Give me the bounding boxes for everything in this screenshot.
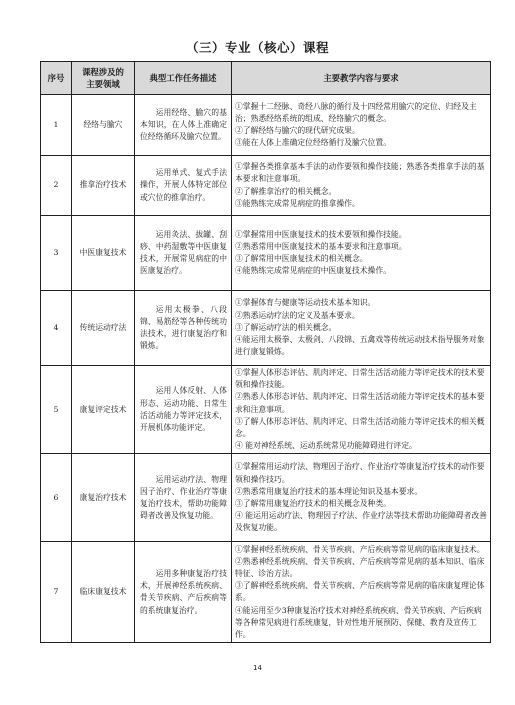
- row-index: 5: [41, 366, 72, 454]
- row-task-cell: [135, 95, 232, 156]
- row-content-cell: [232, 216, 491, 291]
- row-area: 临床康复技术: [72, 542, 135, 643]
- row-index: 6: [41, 454, 72, 542]
- content-item: ④ 能运用运动疗法、物理因子疗法、作业疗法等技术帮助功能障碍者改善及恢复功能。: [235, 511, 487, 533]
- row-index: 2: [41, 156, 72, 216]
- content-item: ④能熟练完成常见病症的中医康复技术操作。: [235, 266, 391, 276]
- content-item: ③了解常用康复治疗技术的相关概念及种类。: [235, 498, 391, 508]
- core-courses-table: [40, 61, 491, 643]
- table-body: [41, 95, 491, 643]
- content-item: ③了解运动疗法的相关概念。: [235, 322, 337, 332]
- header-content: 主要教学内容与要求: [232, 62, 491, 95]
- row-index: 7: [41, 542, 72, 643]
- row-task-cell: [135, 454, 232, 542]
- row-task: 运用灸法、拔罐、刮痧、中药湿敷等中医康复技术，开展常见病症的中医康复治疗。: [140, 229, 227, 276]
- row-task: 运用太极拳、八段锦、易筋经等各种传统功法技术，进行康复治疗和锻炼。: [140, 304, 227, 351]
- header-index: 序号: [41, 62, 72, 95]
- row-area: 经络与腧穴: [72, 95, 135, 156]
- row-task: 运用人体反射、人体形态、运动功能、日常生活活动能力等评定技术，开展机体功能评定。: [140, 386, 227, 432]
- table-row: [41, 366, 491, 454]
- row-task-cell: [135, 366, 232, 454]
- header-task: 典型工作任务描述: [135, 62, 232, 95]
- header-area-text: 课程涉及的主要领域: [82, 67, 124, 89]
- row-task: 运用经络、腧穴的基本知识，在人体上准确定位经络循环及腧穴位置。: [140, 107, 227, 142]
- row-area: 传统运动疗法: [72, 291, 135, 366]
- content-item: ④能运用太极拳、太极剑、八段锦、五禽戏等传统运动技术指导服务对象进行康复锻炼。: [235, 335, 485, 357]
- content-item: ①掌握人体形态评估、肌肉评定、日常生活活动能力等评定技术的技术要领和操作技能。: [235, 368, 485, 390]
- row-area: 推拿治疗技术: [72, 156, 135, 216]
- content-item: ②了解经络与腧穴的现代研究成果。: [235, 126, 360, 135]
- row-content-cell: [232, 542, 491, 643]
- row-index: 3: [41, 216, 72, 291]
- row-content-cell: [232, 291, 491, 366]
- page-number: 14: [253, 664, 262, 672]
- content-item: ②熟悉人体形态评估、肌肉评定、日常生活活动能力等评定技术的基本要求和注意事项。: [235, 392, 485, 414]
- row-task-cell: [135, 156, 232, 216]
- table-row: [41, 216, 491, 291]
- content-item: ①掌握体育与健康等运动技术基本知识。: [235, 298, 376, 308]
- row-task: 运用单式、复式手法操作，开展人体特定部位或穴位的推拿治疗。: [140, 168, 227, 202]
- content-item: ①掌握常用中医康复技术的技术要领和操作技能。: [235, 229, 407, 239]
- row-area: 中医康复技术: [72, 216, 135, 291]
- content-item: ③了解人体形态评估、肌肉评定、日常生活活动能力等评定技术的相关概念。: [235, 416, 485, 439]
- content-item: ②熟悉神经系统疾病、骨关节疾病、产后疾病等常见病的基本知识、临床特征、诊治方法。: [235, 556, 485, 579]
- row-content-cell: [232, 366, 491, 454]
- content-item: ①掌握神经系统疾病、骨关节疾病、产后疾病等常见病的临床康复技术。: [235, 544, 485, 554]
- row-area: 康复评定技术: [72, 366, 135, 454]
- content-item: ②熟悉运动疗法的定义及基本要求。: [235, 310, 360, 320]
- content-item: ④ 能对神经系统、运动系统常见功能障碍进行评定。: [235, 441, 417, 451]
- row-index: 1: [41, 95, 72, 156]
- row-content-cell: [232, 95, 491, 156]
- row-index: 4: [41, 291, 72, 366]
- content-item: ②熟悉常用中医康复技术的基本要求和注意事项。: [235, 241, 407, 251]
- content-item: ①掌握常用运动疗法、物理因子治疗、作业治疗等康复治疗技术的动作要领和操作技巧。: [235, 462, 485, 484]
- content-item: ③了解常用中医康复技术的相关概念。: [235, 254, 368, 263]
- content-item: ③了解神经系统疾病、骨关节疾病、产后疾病等常见病的临床康复理论体系。: [235, 581, 485, 603]
- content-item: ④能运用至少3种康复治疗技术对神经系统疾病、骨关节疾病、产后疾病等各种常见病进行系统康复，针对性地开展预防、保健、教育及宣传工作。: [235, 605, 482, 640]
- row-task: 运用运动疗法、物理因子治疗、作业治疗等康复治疗技术，帮助功能障碍者改善及恢复功能。: [140, 474, 227, 521]
- page-title: （三）专业（核心）课程: [185, 40, 329, 55]
- table-row: [41, 156, 491, 216]
- row-content-cell: [232, 156, 491, 216]
- content-item: ①掌握各类推拿基本手法的动作要领和操作技能；熟悉各类推拿手法的基本要求和注意事项。: [235, 162, 485, 184]
- content-item: ②了解推拿治疗的相关概念。: [235, 186, 337, 196]
- row-area: 康复治疗技术: [72, 454, 135, 542]
- table-header-row: [41, 62, 491, 95]
- content-item: ②熟悉常用康复治疗技术的基本理论知识及基本要求。: [235, 486, 423, 496]
- table-row: [41, 291, 491, 366]
- row-content-cell: [232, 454, 491, 542]
- table-row: [41, 542, 491, 643]
- table-row: [41, 95, 491, 156]
- content-item: ③能在人体上准确定位经络循行及腧穴位置。: [235, 138, 391, 148]
- content-item: ①掌握十二经脉、奇经八脉的循行及十四经常用腧穴的定位、归经及主治；熟悉经络系统的组成、经络腧穴的概念。: [235, 101, 477, 123]
- content-item: ③能熟练完成常见病症的推拿操作。: [235, 198, 360, 208]
- header-area: [72, 62, 135, 95]
- row-task-cell: [135, 216, 232, 291]
- row-task-cell: [135, 542, 232, 643]
- row-task-cell: [135, 291, 232, 366]
- table-row: [41, 454, 491, 542]
- row-task: 运用多种康复治疗技术，开展神经系统疾病、骨关节疾病、产后疾病等的系统康复治疗。: [140, 569, 227, 615]
